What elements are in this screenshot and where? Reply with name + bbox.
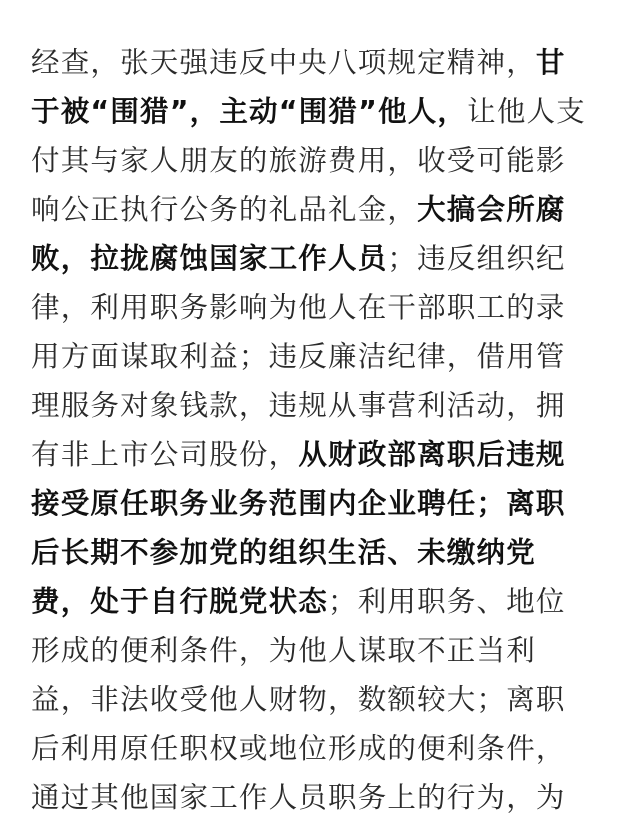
article-line [31,479,611,528]
text-segment: ；违反组织纪 [387,242,566,275]
article-body [31,38,611,822]
text-segment: 有非上市公司股份， [31,438,299,471]
text-segment: 付其与家人朋友的旅游费用，收受可能影 [31,144,566,177]
article-line [31,185,611,234]
bold-text-segment: 大搞会所腐 [417,193,566,226]
article-line [31,283,611,332]
article-line [31,430,611,479]
article-line [31,773,611,822]
text-segment: 用方面谋取利益；违反廉洁纪律，借用管 [31,340,566,373]
article-line [31,234,611,283]
bold-text-segment: 从财政部离职后违规 [298,438,566,471]
text-segment: ；利用职务、地位 [328,585,566,618]
text-segment: 响公正执行公务的礼品礼金， [31,193,418,226]
text-segment: 益，非法收受他人财物，数额较大；离职 [31,683,566,716]
bold-text-segment: 后长期不参加党的组织生活、未缴纳党 [31,536,536,569]
bold-text-segment: 接受原任职务业务范围内企业聘任；离职 [31,487,566,520]
bold-text-segment: 败，拉拢腐蚀国家工作人员 [31,242,388,275]
text-segment: 形成的便利条件，为他人谋取不正当利 [31,634,536,667]
bold-text-segment: 甘 [535,46,566,79]
text-segment: 理服务对象钱款，违规从事营利活动，拥 [31,389,566,422]
article-line [31,577,611,626]
article-line [31,675,611,724]
article-line [31,528,611,577]
article-line [31,626,611,675]
bold-text-segment: 于被“围猎”，主动“围猎”他人， [31,95,468,128]
bold-text-segment: 费，处于自行脱党状态 [31,585,329,618]
text-segment: 律，利用职务影响为他人在干部职工的录 [31,291,566,324]
article-line [31,38,611,87]
text-segment: 经查，张天强违反中央八项规定精神， [31,46,536,79]
text-segment: 后利用原任职权或地位形成的便利条件， [31,732,566,765]
article-line [31,136,611,185]
text-segment: 通过其他国家工作人员职务上的行为，为 [31,781,566,814]
article-line [31,87,611,136]
text-segment: 让他人支 [467,95,586,128]
article-line [31,332,611,381]
article-line [31,724,611,773]
article-line [31,381,611,430]
